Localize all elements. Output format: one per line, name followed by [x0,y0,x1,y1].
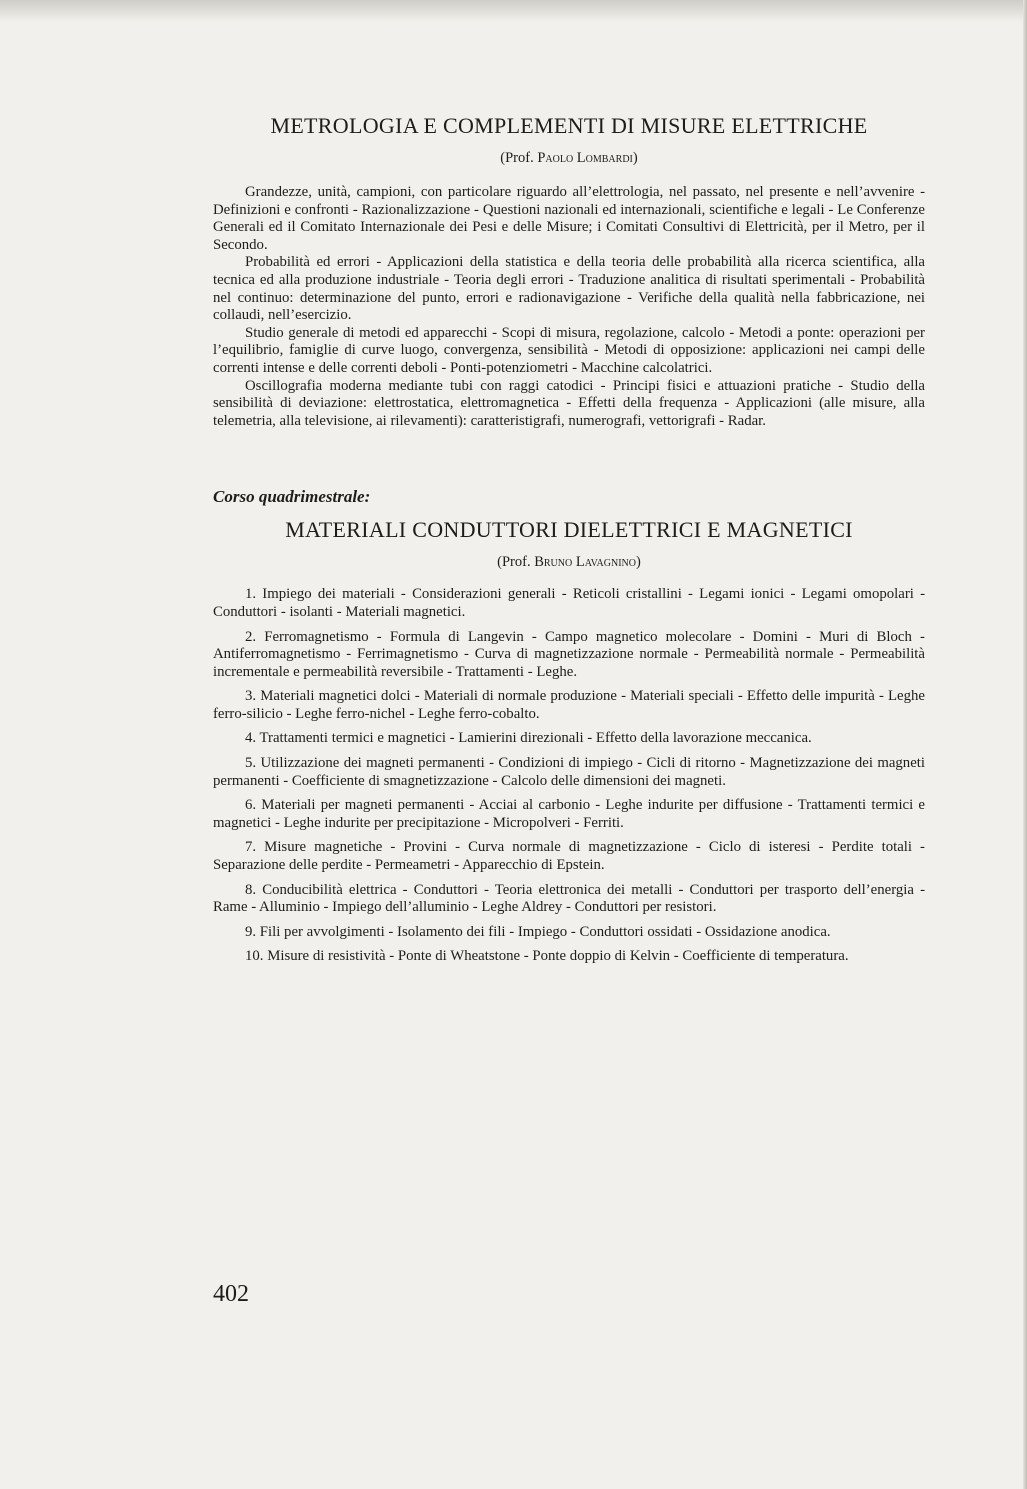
syllabus-item: 2. Ferromagnetismo - Formula di Langevin - Campo magnetico molecolare - Domini - Muri di Bloch - Antiferromagnetismo - Ferrimagnetismo - Curva di magnetizzazione normale - Permeabilità normale - Permeabilità incrementale e permeabilità reversibile - Trattamenti - Leghe. [213,628,925,680]
syllabus-item: 5. Utilizzazione dei magneti permanenti - Condizioni di impiego - Cicli di ritorno - Magnetizzazione dei magneti permanenti - Coefficiente di smagnetizzazione - Calcolo delle dimensioni dei magneti. [213,755,925,789]
section2-prof-prefix: (Prof. [497,554,535,571]
syllabus-item: 10. Misure di resistività - Ponte di Wheatstone - Ponte doppio di Kelvin - Coefficiente di temperatura. [245,948,849,965]
syllabus-item: 9. Fili per avvolgimenti - Isolamento dei fili - Impiego - Conduttori ossidati - Ossidazione anodica. [245,923,831,940]
syllabus-item: 3. Materiali magnetici dolci - Materiali di normale produzione - Materiali speciali - Effetto delle impurità - Leghe ferro-silicio - Leghe ferro-nichel - Leghe ferro-cobalto. [213,688,925,722]
document-page [213,112,925,973]
section1-body [213,184,925,430]
page-number: 402 [213,1281,249,1307]
section1-paragraph: Oscillografia moderna mediante tubi con raggi catodici - Principi fisici e attuazioni pratiche - Studio della sensibilità di deviazione: elettrostatica, elettromagnetica - Effetti della frequenza - Applicazioni (alle misure, alla telemetria, alla televisione, ai rilevamenti): caratteristigrafi, numerografi, vettorigrafi - Radar. [213,377,925,429]
syllabus-item: 6. Materiali per magneti permanenti - Acciai al carbonio - Leghe indurite per diffusione - Trattamenti termici e magnetici - Leghe indurite per precipitazione - Micropolveri - Ferriti. [213,797,925,831]
section2-professor [213,552,925,572]
syllabus-item: 7. Misure magnetiche - Provini - Curva normale di magnetizzazione - Ciclo di isteresi - Perdite totali - Separazione delle perdite - Permeametri - Apparecchio di Epstein. [213,839,925,874]
section1-professor [213,148,925,168]
section1-title: METROLOGIA E COMPLEMENTI DI MISURE ELETTRICHE [270,113,868,138]
section1-prof-name: Paolo Lombardi [537,150,633,166]
course-type-label: Corso quadrimestrale: [213,487,371,507]
section1-prof-suffix: ) [632,150,638,166]
section2-body [213,586,925,966]
section2-prof-suffix: ) [636,554,641,571]
syllabus-item: 1. Impiego dei materiali - Considerazioni generali - Reticoli cristallini - Legami ionici - Legami omopolari - Conduttori - isolanti - Materiali magnetici. [213,586,925,620]
syllabus-item: 8. Conducibilità elettrica - Conduttori - Teoria elettronica dei metalli - Conduttori per trasporto dell’energia - Rame - Alluminio - Impiego dell’alluminio - Leghe Aldrey - Conduttori per resistori. [213,881,925,916]
scan-right-edge [1023,0,1027,1489]
section1-prof-prefix: (Prof. [500,150,538,166]
section1-paragraph: Grandezze, unità, campioni, con particolare riguardo all’elettrologia, nel passato, nel presente e nell’avvenire - Definizioni e confronti - Razionalizzazione - Questioni nazionali ed internazionali, scientifiche e legali - Le Conferenze Generali ed il Comitato Internazionale dei Pesi e delle Misure; i Comitati Consultivi di Elettricità, per il Metro, per il Secondo. [213,184,925,253]
scan-top-shadow [0,0,1027,22]
section2-prof-name: Bruno Lavagnino [534,554,636,571]
section1-paragraph: Probabilità ed errori - Applicazioni della statistica e della teoria delle probabilità alla ricerca scientifica, alla tecnica ed alla produzione industriale - Teoria degli errori - Traduzione analitica di risultati sperimentali - Probabilità nel continuo: determinazione del punto, errori e radionavigazione - Verifiche della qualità nella fabbricazione, nei collaudi, nell’esercizio. [213,254,925,324]
syllabus-item: 4. Trattamenti termici e magnetici - Lamierini direzionali - Effetto della lavorazione meccanica. [245,730,812,747]
section2-title: MATERIALI CONDUTTORI DIELETTRICI E MAGNETICI [285,517,853,543]
section1-paragraph: Studio generale di metodi ed apparecchi - Scopi di misura, regolazione, calcolo - Metodi a ponte: operazioni per l’equilibrio, famiglie di curve luogo, convergenza, sensibilità - Metodi di opposizione: applicazioni nei campi delle correnti intense e delle correnti deboli - Ponti-potenziometri - Macchine calcolatrici. [213,324,925,376]
